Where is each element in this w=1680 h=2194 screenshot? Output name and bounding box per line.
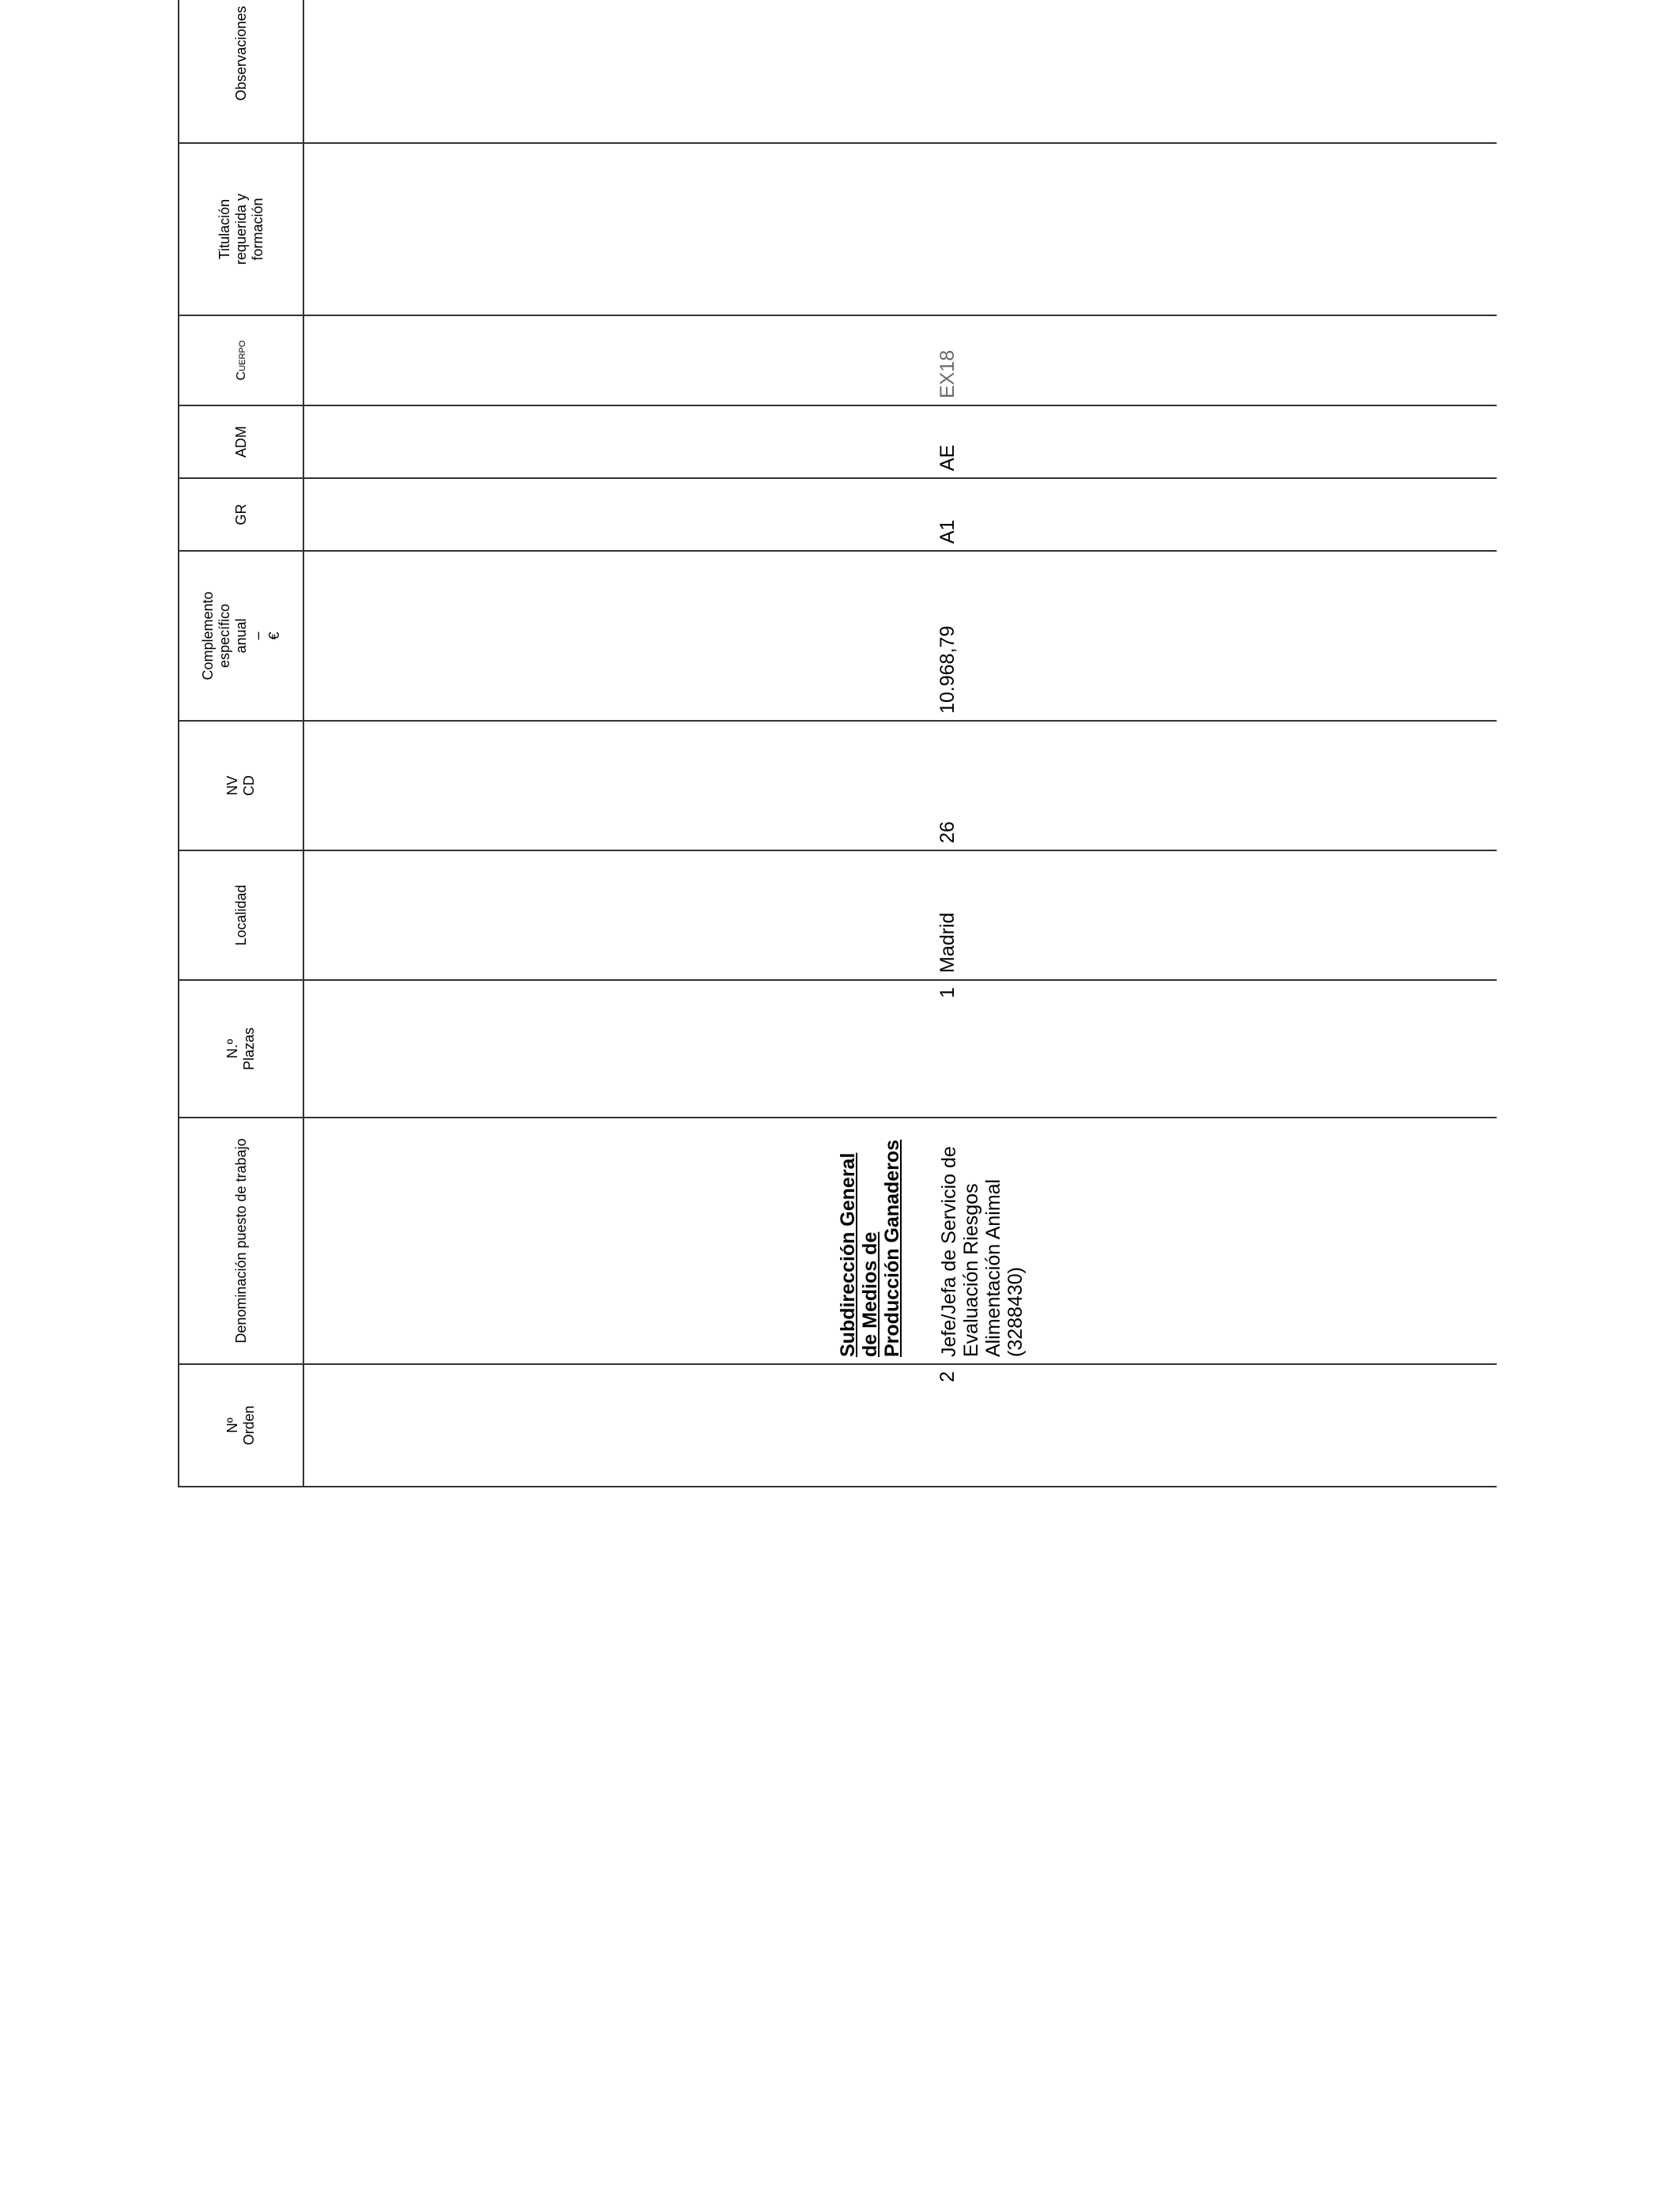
row-gr: A1 bbox=[936, 519, 959, 544]
row-denominacion: Jefe/Jefa de Servicio de Evaluación Riesgos Alimentación Animal (3288430) bbox=[938, 1146, 1026, 1357]
col-header-adm: ADM bbox=[179, 405, 303, 478]
section-title: Subdirección General de Medios de Producción Ganaderos bbox=[837, 1139, 903, 1357]
col-header-cuerpo: Cuerpo bbox=[179, 315, 303, 405]
row-complemento: 10.968,79 bbox=[936, 625, 959, 714]
row-localidad: Madrid bbox=[936, 912, 959, 973]
row-nvcd: 26 bbox=[936, 821, 959, 843]
job-positions-table bbox=[178, 0, 1497, 1487]
col-header-localidad: Localidad bbox=[179, 850, 303, 980]
rotated-sheet bbox=[178, 0, 1497, 1487]
row-adm: AE bbox=[936, 444, 959, 471]
cell-complemento bbox=[303, 551, 1497, 721]
cell-nvcd bbox=[303, 721, 1497, 850]
col-header-gr: GR bbox=[179, 478, 303, 551]
col-header-orden: Nº Orden bbox=[179, 1364, 303, 1487]
row-cuerpo: EX18 bbox=[936, 349, 959, 398]
header-row bbox=[179, 0, 303, 1487]
cell-plazas bbox=[303, 980, 1497, 1118]
col-header-titulacion: Titulación requerida y formación bbox=[179, 143, 303, 315]
table-row bbox=[303, 0, 1497, 1487]
cell-denominacion bbox=[303, 1118, 1497, 1364]
cell-cuerpo bbox=[303, 315, 1497, 405]
cell-localidad bbox=[303, 850, 1497, 980]
row-plazas: 1 bbox=[936, 987, 959, 998]
col-header-observaciones: Observaciones bbox=[179, 0, 303, 143]
col-header-denominacion: Denominación puesto de trabajo bbox=[179, 1118, 303, 1364]
cell-observaciones bbox=[303, 0, 1497, 143]
cell-titulacion bbox=[303, 143, 1497, 315]
cell-orden bbox=[303, 1364, 1497, 1487]
cell-gr bbox=[303, 478, 1497, 551]
cell-adm bbox=[303, 405, 1497, 478]
col-header-complemento: Complemento específico anual – € bbox=[179, 551, 303, 721]
col-header-nvcd: NV CD bbox=[179, 721, 303, 850]
col-header-plazas: N.º Plazas bbox=[179, 980, 303, 1118]
row-orden: 2 bbox=[936, 1371, 959, 1382]
